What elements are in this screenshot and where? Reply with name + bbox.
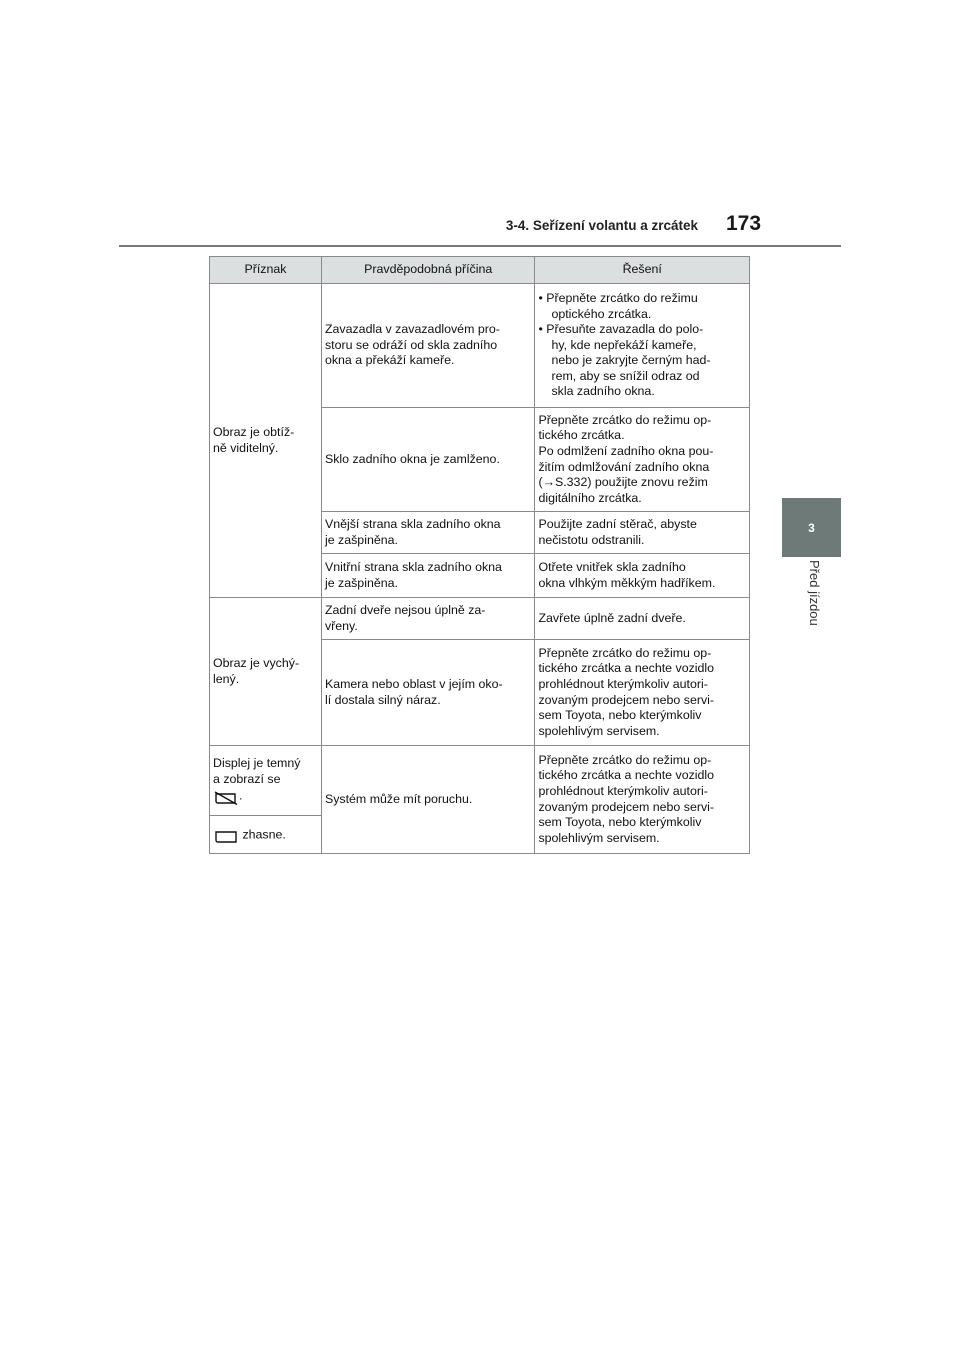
cause-cell: [321, 640, 535, 746]
solution-text: Po odmlžení zadního okna pou-: [538, 443, 714, 458]
solution-text: hy, kde nepřekáží kameře,: [551, 337, 697, 352]
section-title: 3-4. Seřízení volantu a zrcátek: [505, 218, 698, 233]
cause-text: storu se odráží od skla zadního: [324, 337, 498, 352]
solution-text: nebo je zakryjte černým had-: [551, 353, 711, 368]
chapter-tab: [782, 498, 841, 557]
solution-text: rem, aby se snížil odraz od: [551, 368, 700, 383]
column-header-symptom: Příznak: [210, 257, 322, 284]
solution-text: tického zrcátka a nechte vozidlo: [538, 768, 715, 783]
solution-cell: [535, 408, 750, 512]
solution-cell: [535, 640, 750, 746]
page-number: 173: [726, 212, 762, 235]
chapter-number: 3: [808, 520, 815, 535]
table-row: [210, 284, 750, 408]
solution-text: okna vlhkým měkkým hadříkem.: [538, 575, 716, 590]
table-header-row: [210, 257, 750, 284]
solution-cell: [535, 746, 750, 854]
cause-text: je zašpiněna.: [324, 575, 398, 590]
solution-text: spolehlivým servisem.: [538, 830, 660, 845]
symptom-text: Obraz je obtíž-: [213, 424, 295, 439]
cause-text: Vnitřní strana skla zadního okna: [324, 559, 502, 574]
solution-text: digitálního zrcátka.: [538, 490, 642, 505]
solution-text: žitím odmlžování zadního okna: [538, 459, 710, 474]
header-divider: [119, 245, 841, 247]
cause-text: Zadní dveře nejsou úplně za-: [324, 602, 486, 617]
table-row: [210, 746, 750, 816]
symptom-suffix: .: [239, 788, 243, 803]
symptom-text: Displej je temný: [213, 755, 301, 770]
cause-text: Vnější strana skla zadního okna: [324, 516, 501, 531]
solution-text: Přepněte zrcátko do režimu op-: [538, 645, 712, 660]
troubleshooting-table: [209, 256, 750, 854]
table-row: [210, 598, 750, 640]
cause-text: Systém může mít poruchu.: [324, 791, 473, 806]
symptom-cell: [210, 816, 322, 854]
solution-cell: [535, 554, 750, 598]
solution-text: Otřete vnitřek skla zadního: [538, 559, 686, 574]
solution-text: tického zrcátka.: [538, 428, 625, 443]
column-header-solution: Řešení: [535, 257, 750, 284]
cause-cell: [321, 284, 535, 408]
solution-text: tického zrcátka a nechte vozidlo: [538, 661, 715, 676]
symptom-cell: [210, 746, 322, 816]
cause-text: Zavazadla v zavazadlovém pro-: [324, 322, 500, 337]
cause-text: vřeny.: [324, 618, 358, 633]
solution-text: prohlédnout kterýmkoliv autori-: [538, 676, 708, 691]
cause-text: Sklo zadního okna je zamlženo.: [324, 451, 500, 466]
symptom-cell: [210, 284, 322, 598]
solution-text: zovaným prodejcem nebo servi-: [538, 692, 715, 707]
solution-text: Přesuňte zavazadla do polo-: [546, 322, 704, 337]
solution-text: (→S.332) použijte znovu režim: [538, 475, 708, 490]
symptom-icon-line: [213, 787, 318, 805]
mirror-warning-icon: [213, 791, 239, 805]
cause-cell: [321, 598, 535, 640]
solution-text: Přepněte zrcátko do režimu op-: [538, 412, 712, 427]
solution-cell: [535, 284, 750, 408]
symptom-text: Obraz je vychý-: [213, 655, 300, 670]
solution-text: prohlédnout kterýmkoliv autori-: [538, 783, 708, 798]
solution-text: sem Toyota, nebo kterýmkoliv: [538, 708, 702, 723]
symptom-text: lený.: [213, 671, 240, 686]
cause-text: okna a překáží kameře.: [324, 353, 455, 368]
column-header-cause: Pravděpodobná příčina: [321, 257, 535, 284]
solution-cell: [535, 512, 750, 554]
symptom-text: a zobrazí se: [213, 771, 281, 786]
solution-text: Přepněte zrcátko do režimu: [546, 290, 698, 305]
symptom-cell: [210, 598, 322, 746]
cause-cell: [321, 746, 535, 854]
solution-text: optického zrcátka.: [551, 306, 652, 321]
chapter-title: Před jízdou: [807, 560, 822, 626]
solution-list: [538, 291, 746, 400]
solution-text: sem Toyota, nebo kterýmkoliv: [538, 815, 702, 830]
symptom-suffix: zhasne.: [242, 826, 286, 841]
solution-text: Zavřete úplně zadní dveře.: [538, 610, 686, 625]
symptom-text: ně viditelný.: [213, 440, 279, 455]
solution-text: Přepněte zrcátko do režimu op-: [538, 752, 712, 767]
cause-cell: [321, 408, 535, 512]
cause-text: je zašpiněna.: [324, 532, 398, 547]
solution-text: nečistotu odstranili.: [538, 532, 645, 547]
solution-text: spolehlivým servisem.: [538, 723, 660, 738]
solution-cell: [535, 598, 750, 640]
mirror-icon: [213, 830, 239, 844]
solution-text: zovaným prodejcem nebo servi-: [538, 799, 715, 814]
list-item: [538, 322, 746, 400]
list-item: [538, 291, 746, 322]
cause-text: lí dostala silný náraz.: [324, 692, 441, 707]
cause-cell: [321, 554, 535, 598]
solution-text: Použijte zadní stěrač, abyste: [538, 516, 697, 531]
cause-cell: [321, 512, 535, 554]
solution-text: skla zadního okna.: [551, 384, 655, 399]
cause-text: Kamera nebo oblast v jejím oko-: [324, 676, 503, 691]
